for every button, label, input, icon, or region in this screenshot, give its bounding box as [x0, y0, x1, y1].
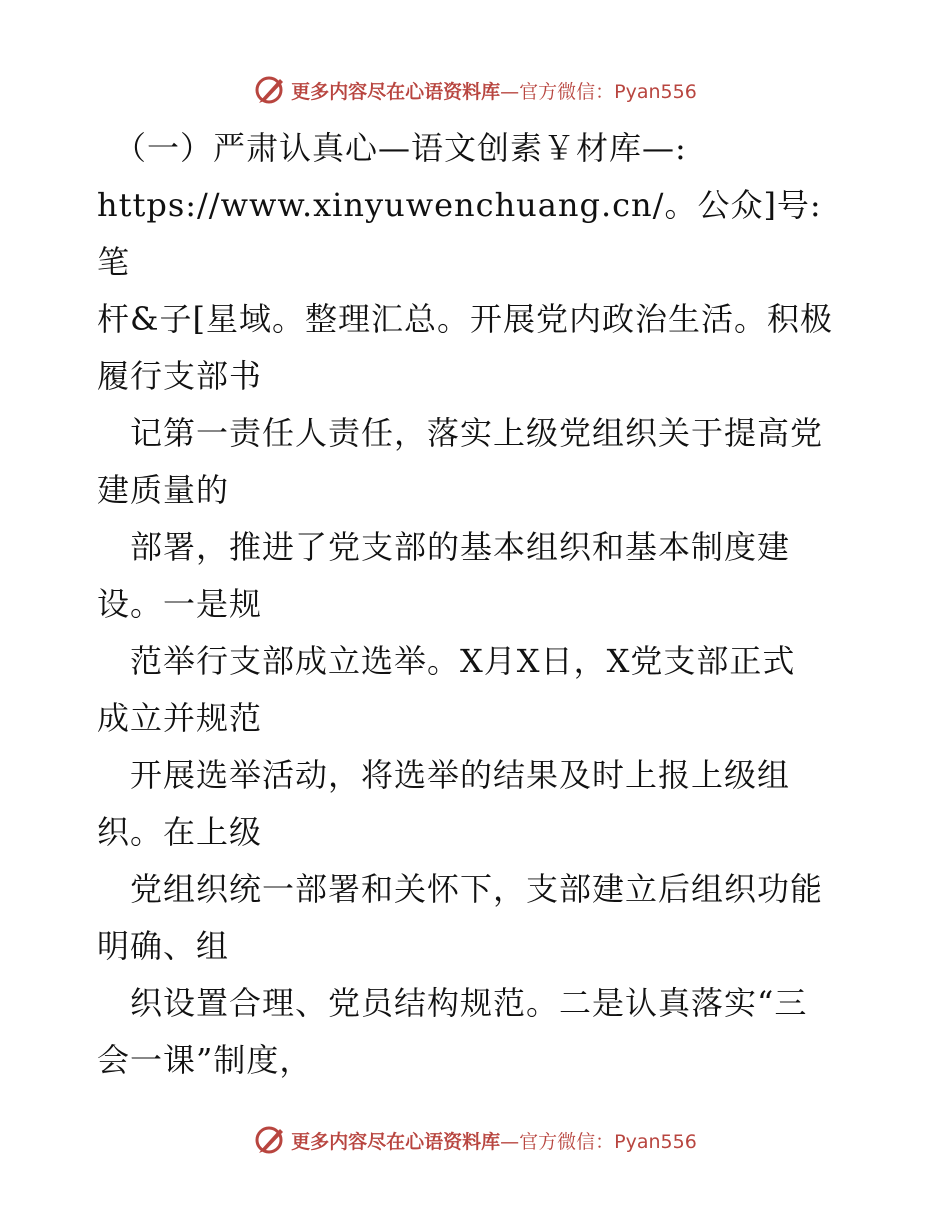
- body-line: 成立并规范: [97, 699, 263, 737]
- body-line: 织设置合理、党员结构规范。二是认真落实“三: [97, 984, 808, 1022]
- footer-banner: [0, 1120, 950, 1160]
- body-line: 履行支部书: [97, 357, 263, 395]
- quill-pen-circle-icon: [253, 73, 287, 107]
- body-line: https://www.xinyuwenchuang.cn/。公众]号: 笔: [97, 186, 822, 281]
- body-line: 范举行支部成立选举。X月X日，X党支部正式: [97, 642, 796, 680]
- body-line: 党组织统一部署和关怀下，支部建立后组织功能: [97, 870, 824, 908]
- header-banner-text: 更多内容尽在心语资料库: [291, 80, 501, 103]
- body-line: 开展选举活动，将选举的结果及时上报上级组: [97, 756, 791, 794]
- header-banner-suffix: —官方微信：Pyan556: [500, 80, 697, 103]
- body-line: 织。在上级: [97, 813, 263, 851]
- body-line: 会一课”制度，: [97, 1041, 313, 1079]
- body-line: （一）严肃认真心—语文创素￥材库—:: [97, 129, 687, 167]
- body-line: 建质量的: [97, 471, 230, 509]
- document-body: [97, 120, 857, 1089]
- body-line: 杆&子[星域。整理汇总。开展党内政治生活。积极: [97, 300, 833, 338]
- quill-pen-circle-icon: [253, 1123, 287, 1157]
- body-line: 设。一是规: [97, 585, 263, 623]
- body-line: 部署，推进了党支部的基本组织和基本制度建: [97, 528, 791, 566]
- footer-banner-text: 更多内容尽在心语资料库: [291, 1130, 501, 1153]
- body-line: 明确、组: [97, 927, 230, 965]
- header-banner: [0, 70, 950, 110]
- body-line: 记第一责任人责任，落实上级党组织关于提高党: [97, 414, 824, 452]
- footer-banner-suffix: —官方微信：Pyan556: [500, 1130, 697, 1153]
